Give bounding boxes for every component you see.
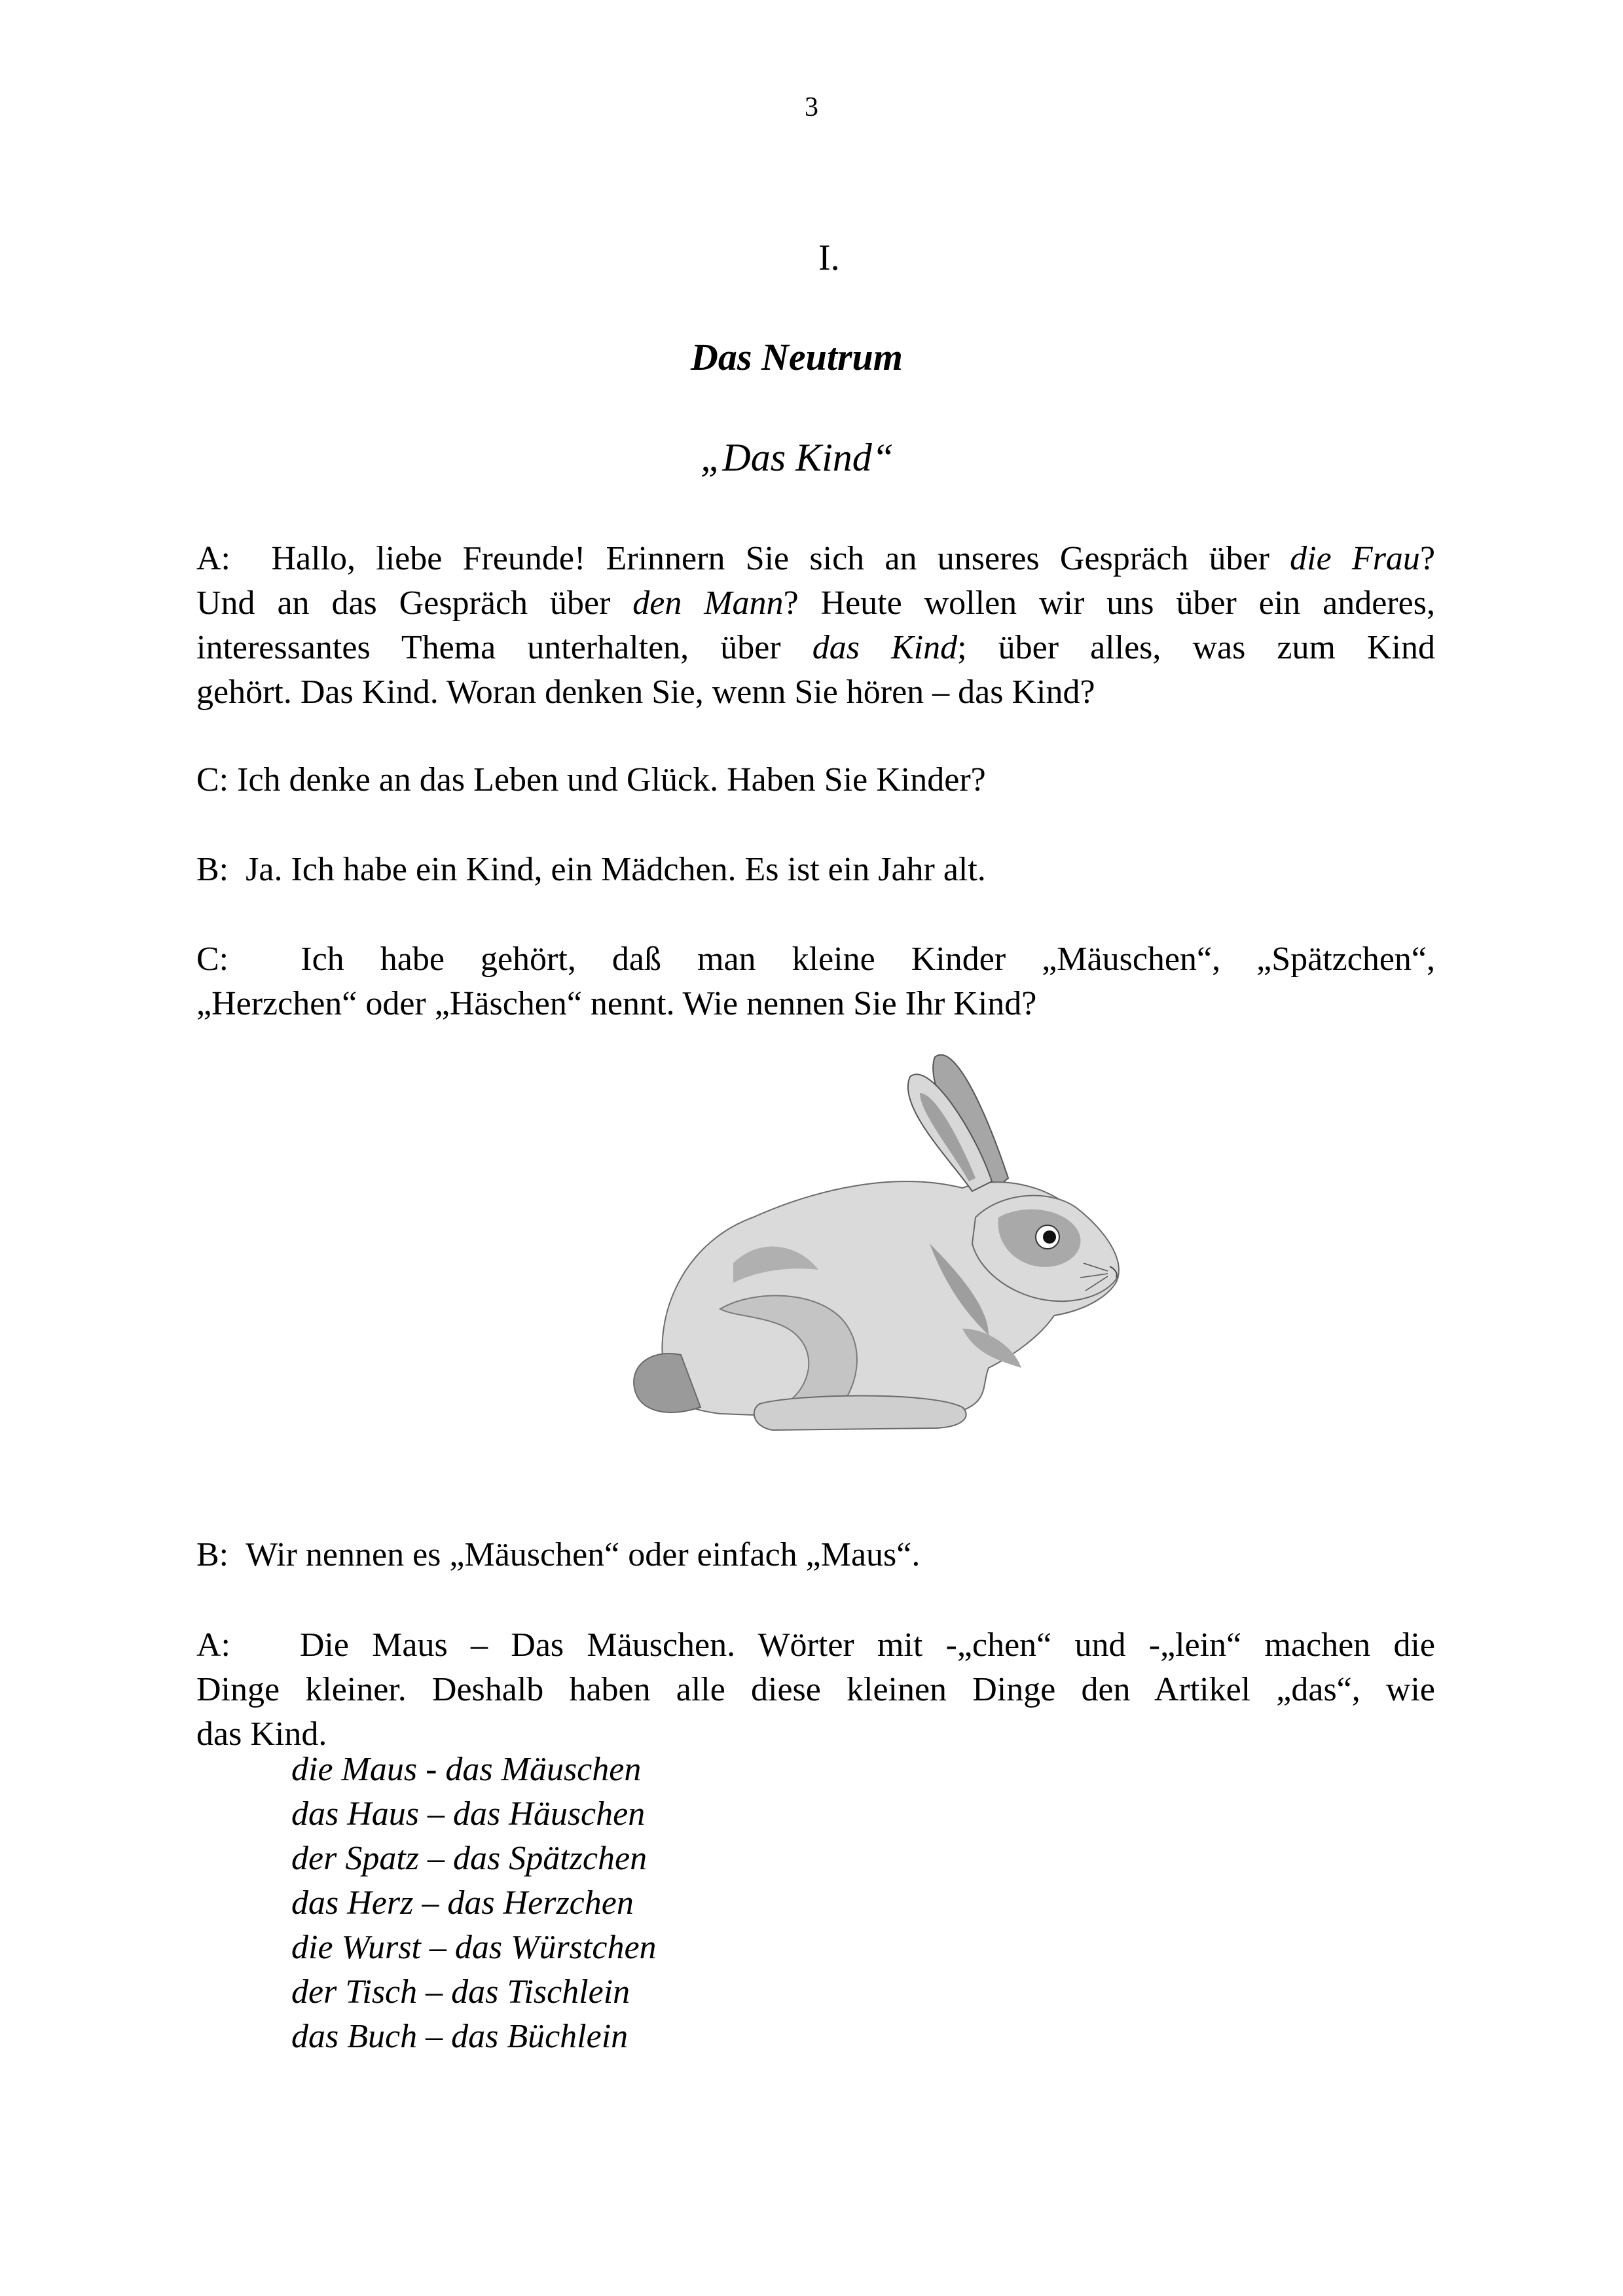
emphasis: das Kind (812, 629, 958, 666)
page-number: 3 (805, 92, 818, 122)
subtitle: „Das Kind“ (701, 436, 894, 479)
speaker-label: A: (196, 1626, 230, 1664)
speaker-label: B: (196, 851, 229, 888)
text: das Kind. (196, 1715, 327, 1753)
text: ? (1419, 540, 1436, 577)
text: „Herzchen“ oder „Häschen“ nennt. Wie nennen Sie Ihr Kind? (196, 985, 1037, 1022)
text: gehört. Das Kind. Woran denken Sie, wenn Sie hören – das Kind? (196, 673, 1095, 711)
text: Die Maus – Das Mäuschen. Wörter mit -„chen“ und -„lein“ machen die (299, 1626, 1435, 1664)
chapter-number: I. (818, 238, 840, 278)
dialogue-paragraph-b2 (196, 1533, 1435, 1577)
emphasis: den Mann (632, 584, 784, 622)
dialogue-paragraph-a2 (196, 1623, 1435, 1757)
example-item: das Buch – das Büchlein (291, 2018, 629, 2055)
example-item: die Wurst – das Würstchen (291, 1929, 657, 1966)
example-item: der Spatz – das Spätzchen (291, 1840, 647, 1877)
speaker-label: C: (196, 761, 229, 798)
text: Wir nennen es „Mäuschen“ oder einfach „Maus“. (246, 1536, 921, 1573)
example-item: das Haus – das Häuschen (291, 1795, 646, 1833)
dialogue-paragraph-b1 (196, 848, 1435, 892)
example-item: der Tisch – das Tischlein (291, 1973, 630, 2011)
text: ? Heute wollen wir uns über ein anderes, (783, 584, 1435, 622)
dialogue-paragraph-c2 (196, 937, 1435, 1026)
speaker-label: A: (196, 540, 230, 577)
dialogue-paragraph-c1 (196, 758, 1435, 802)
speaker-label: B: (196, 1536, 229, 1573)
text: ; über alles, was zum Kind (957, 629, 1435, 666)
example-item: das Herz – das Herzchen (291, 1884, 634, 1922)
text: interessantes Thema unterhalten, über (196, 629, 812, 666)
speaker-label: C: (196, 941, 229, 978)
text: Ja. Ich habe ein Kind, ein Mädchen. Es ist ein Jahr alt. (246, 851, 986, 888)
text: Ich habe gehört, daß man kleine Kinder „Mäuschen“, „Spätzchen“, (301, 941, 1435, 978)
text: Und an das Gespräch über (196, 584, 633, 622)
rabbit-hind-foot (754, 1396, 966, 1431)
examples-list (291, 1748, 657, 2059)
dialogue-paragraph-a1 (196, 537, 1435, 715)
rabbit-pupil (1043, 1230, 1056, 1244)
emphasis: die Frau (1290, 540, 1420, 577)
text: Hallo, liebe Freunde! Erinnern Sie sich an unseres Gespräch über (271, 540, 1290, 577)
text: Ich denke an das Leben und Glück. Haben Sie Kinder? (237, 761, 986, 798)
example-item: die Maus - das Mäuschen (291, 1751, 642, 1788)
rabbit-illustration (622, 1047, 1126, 1453)
text: Dinge kleiner. Deshalb haben alle diese kleinen Dinge den Artikel „das“, wie (196, 1671, 1435, 1708)
chapter-title: Das Neutrum (691, 336, 903, 378)
